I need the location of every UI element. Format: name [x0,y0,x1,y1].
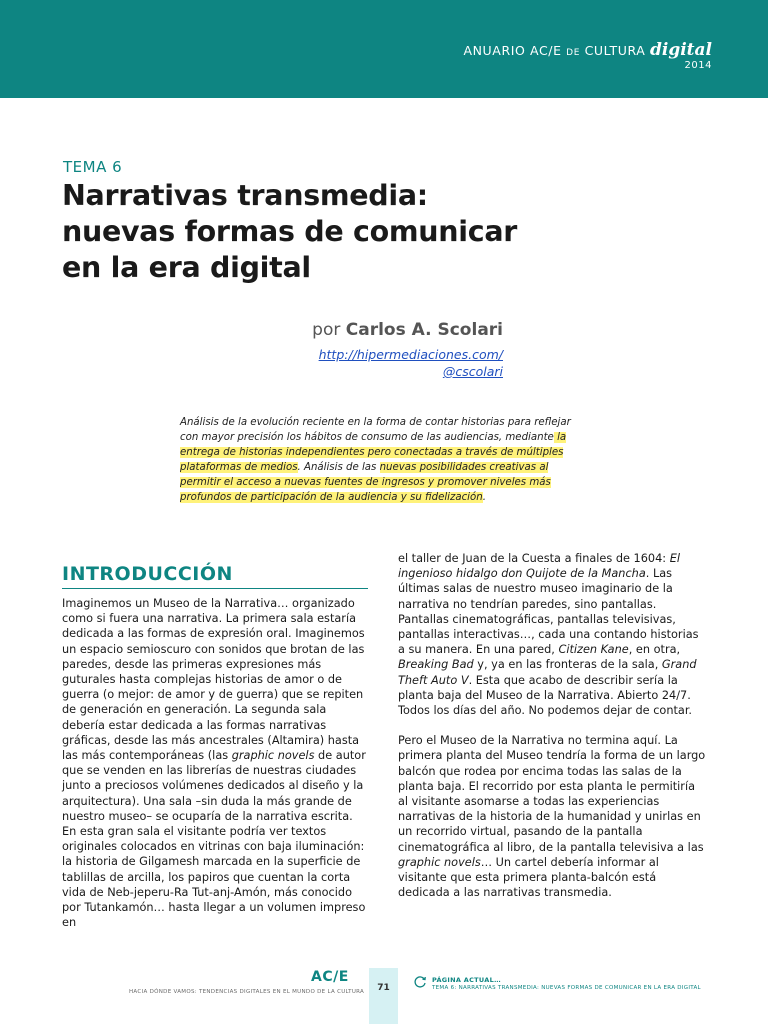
body-italic: El ingenioso hidalgo don Quijote de la Mancha [398,552,680,581]
body-italic: Breaking Bad [398,658,474,672]
abstract-text-3: . [482,492,486,503]
author-twitter-link[interactable]: @cscolari [442,364,503,379]
yearbook-prefix: ANUARIO AC/E [463,43,567,58]
body-italic: graphic novels [231,749,315,763]
body-column-right [398,551,706,915]
footer-brand: AC/E [311,969,349,985]
body-text: … Un cartel debería informar al visitante que esta primera planta-balcón está dedicada a las narrativas transmedia. [398,855,659,900]
page-number-box [369,968,398,1024]
body-column-left [62,596,370,945]
body-text: . Las últimas salas de nuestro museo imaginario de la narrativa no tendrían paredes, sino pantallas. Pantallas cinematográficas, pantallas televisivas, pantallas interactivas…, cada una contando historias a su manera. En una pared, [398,567,699,657]
refresh-icon[interactable] [412,974,428,990]
body-text: Imaginemos un Museo de la Narrativa… organizado como si fuera una narrativa. La primera sala estaría dedicada a las formas de expresión oral. Imaginemos un espacio semioscuro con sonidos que brotan de las paredes, desde las primeras expresiones más guturales hasta complejas historias de amor o de guerra (o mejor: de amor y de guerra) que se repiten de generación en generación. La segunda sala debería estar dedicada a las formas narrativas gráficas, desde las más ancestrales (Altamira) hasta las más contemporáneas (las [62,597,365,763]
abstract-text-1: Análisis de la evolución reciente en la forma de contar historias para reflejar con mayor precisión los hábitos de consumo de las audiencias, mediante [180,417,571,443]
body-italic: graphic novels [398,855,481,869]
author-name: Carlos A. Scolari [345,320,503,340]
yearbook-year: 2014 [684,60,712,71]
yearbook-cultura: CULTURA [580,43,650,58]
abstract-text-2: . Análisis de las [297,462,380,473]
body-text: y, ya en las fronteras de la sala, [473,658,662,672]
article-title: Narrativas transmedia: nuevas formas de comunicar en la era digital [62,179,518,284]
yearbook-de: DE [566,48,580,58]
body-text: Pero el Museo de la Narrativa no termina aquí. La primera planta del Museo tendría la forma de un largo balcón que rodea por encima todas las salas de la planta baja. El recorrido por esta planta le permitiría al visitante asomarse a todas las experiencias narrativas de la historia de la humanidad y unirlas en un recorrido virtual, pasando de la pantalla cinematográfica al libro, de la pantalla televisiva a las [398,734,706,854]
section-label: TEMA 6 [63,158,123,176]
body-text: de autor que se venden en las librerías de nuestras ciudades junto a preciosos volúmenes dedicados al diseño y la arquitectura). Una sala –sin duda la más grande de nuestro museo– se ocuparía de la narrativa escrita. En esta gran sala el visitante podría ver textos originales colocados en vitrinas con baja iluminación: la historia de Gilgamesh marcada en la superficie de tablillas de arcilla, los papiros que cuentan la corta vida de Neb-jeperu-Ra Tut-anj-Amón, más conocido por Tutankamón… hasta llegar a un volumen impreso en [62,749,366,930]
current-page-text[interactable]: TEMA 6: NARRATIVAS TRANSMEDIA: NUEVAS FORMAS DE COMUNICAR EN LA ERA DIGITAL [432,985,701,991]
body-text: el taller de Juan de la Cuesta a finales de 1604: [398,552,670,565]
body-paragraph [398,551,706,718]
author-website-link[interactable]: http://hipermediaciones.com/ [318,347,503,362]
body-italic: Grand Theft Auto V [398,658,697,687]
body-text: . Esta que acabo de describir sería la planta baja del Museo de la Narrativa. Abierto 24/7. Todos los días del año. No podemos dejar de contar. [398,673,693,718]
body-italic: Citizen Kane [558,643,629,657]
abstract-highlight-1: la entrega de historias independientes pero conectadas a través de múltiples plataformas de medios [180,432,567,473]
current-page-label[interactable]: PÁGINA ACTUAL… [432,976,501,984]
byline [312,320,503,340]
body-text: , en otra, [628,643,681,657]
body-paragraph [398,733,706,900]
abstract [180,415,590,505]
byline-prefix: por [312,320,346,340]
body-paragraph [62,596,370,930]
page-number: 71 [377,983,390,993]
header-band [0,0,768,98]
heading-rule [62,588,368,589]
abstract-highlight-2: nuevas posibilidades creativas al permitir el acceso a nuevas fuentes de ingresos y promover niveles más profundos de participación de la audiencia y su fidelización [180,462,551,503]
yearbook-digital: digital [649,40,712,60]
yearbook-title [463,40,712,71]
section-heading-intro: INTRODUCCIÓN [62,563,233,585]
footer-subtitle: HACIA DÓNDE VAMOS: TENDENCIAS DIGITALES EN EL MUNDO DE LA CULTURA [129,989,365,995]
